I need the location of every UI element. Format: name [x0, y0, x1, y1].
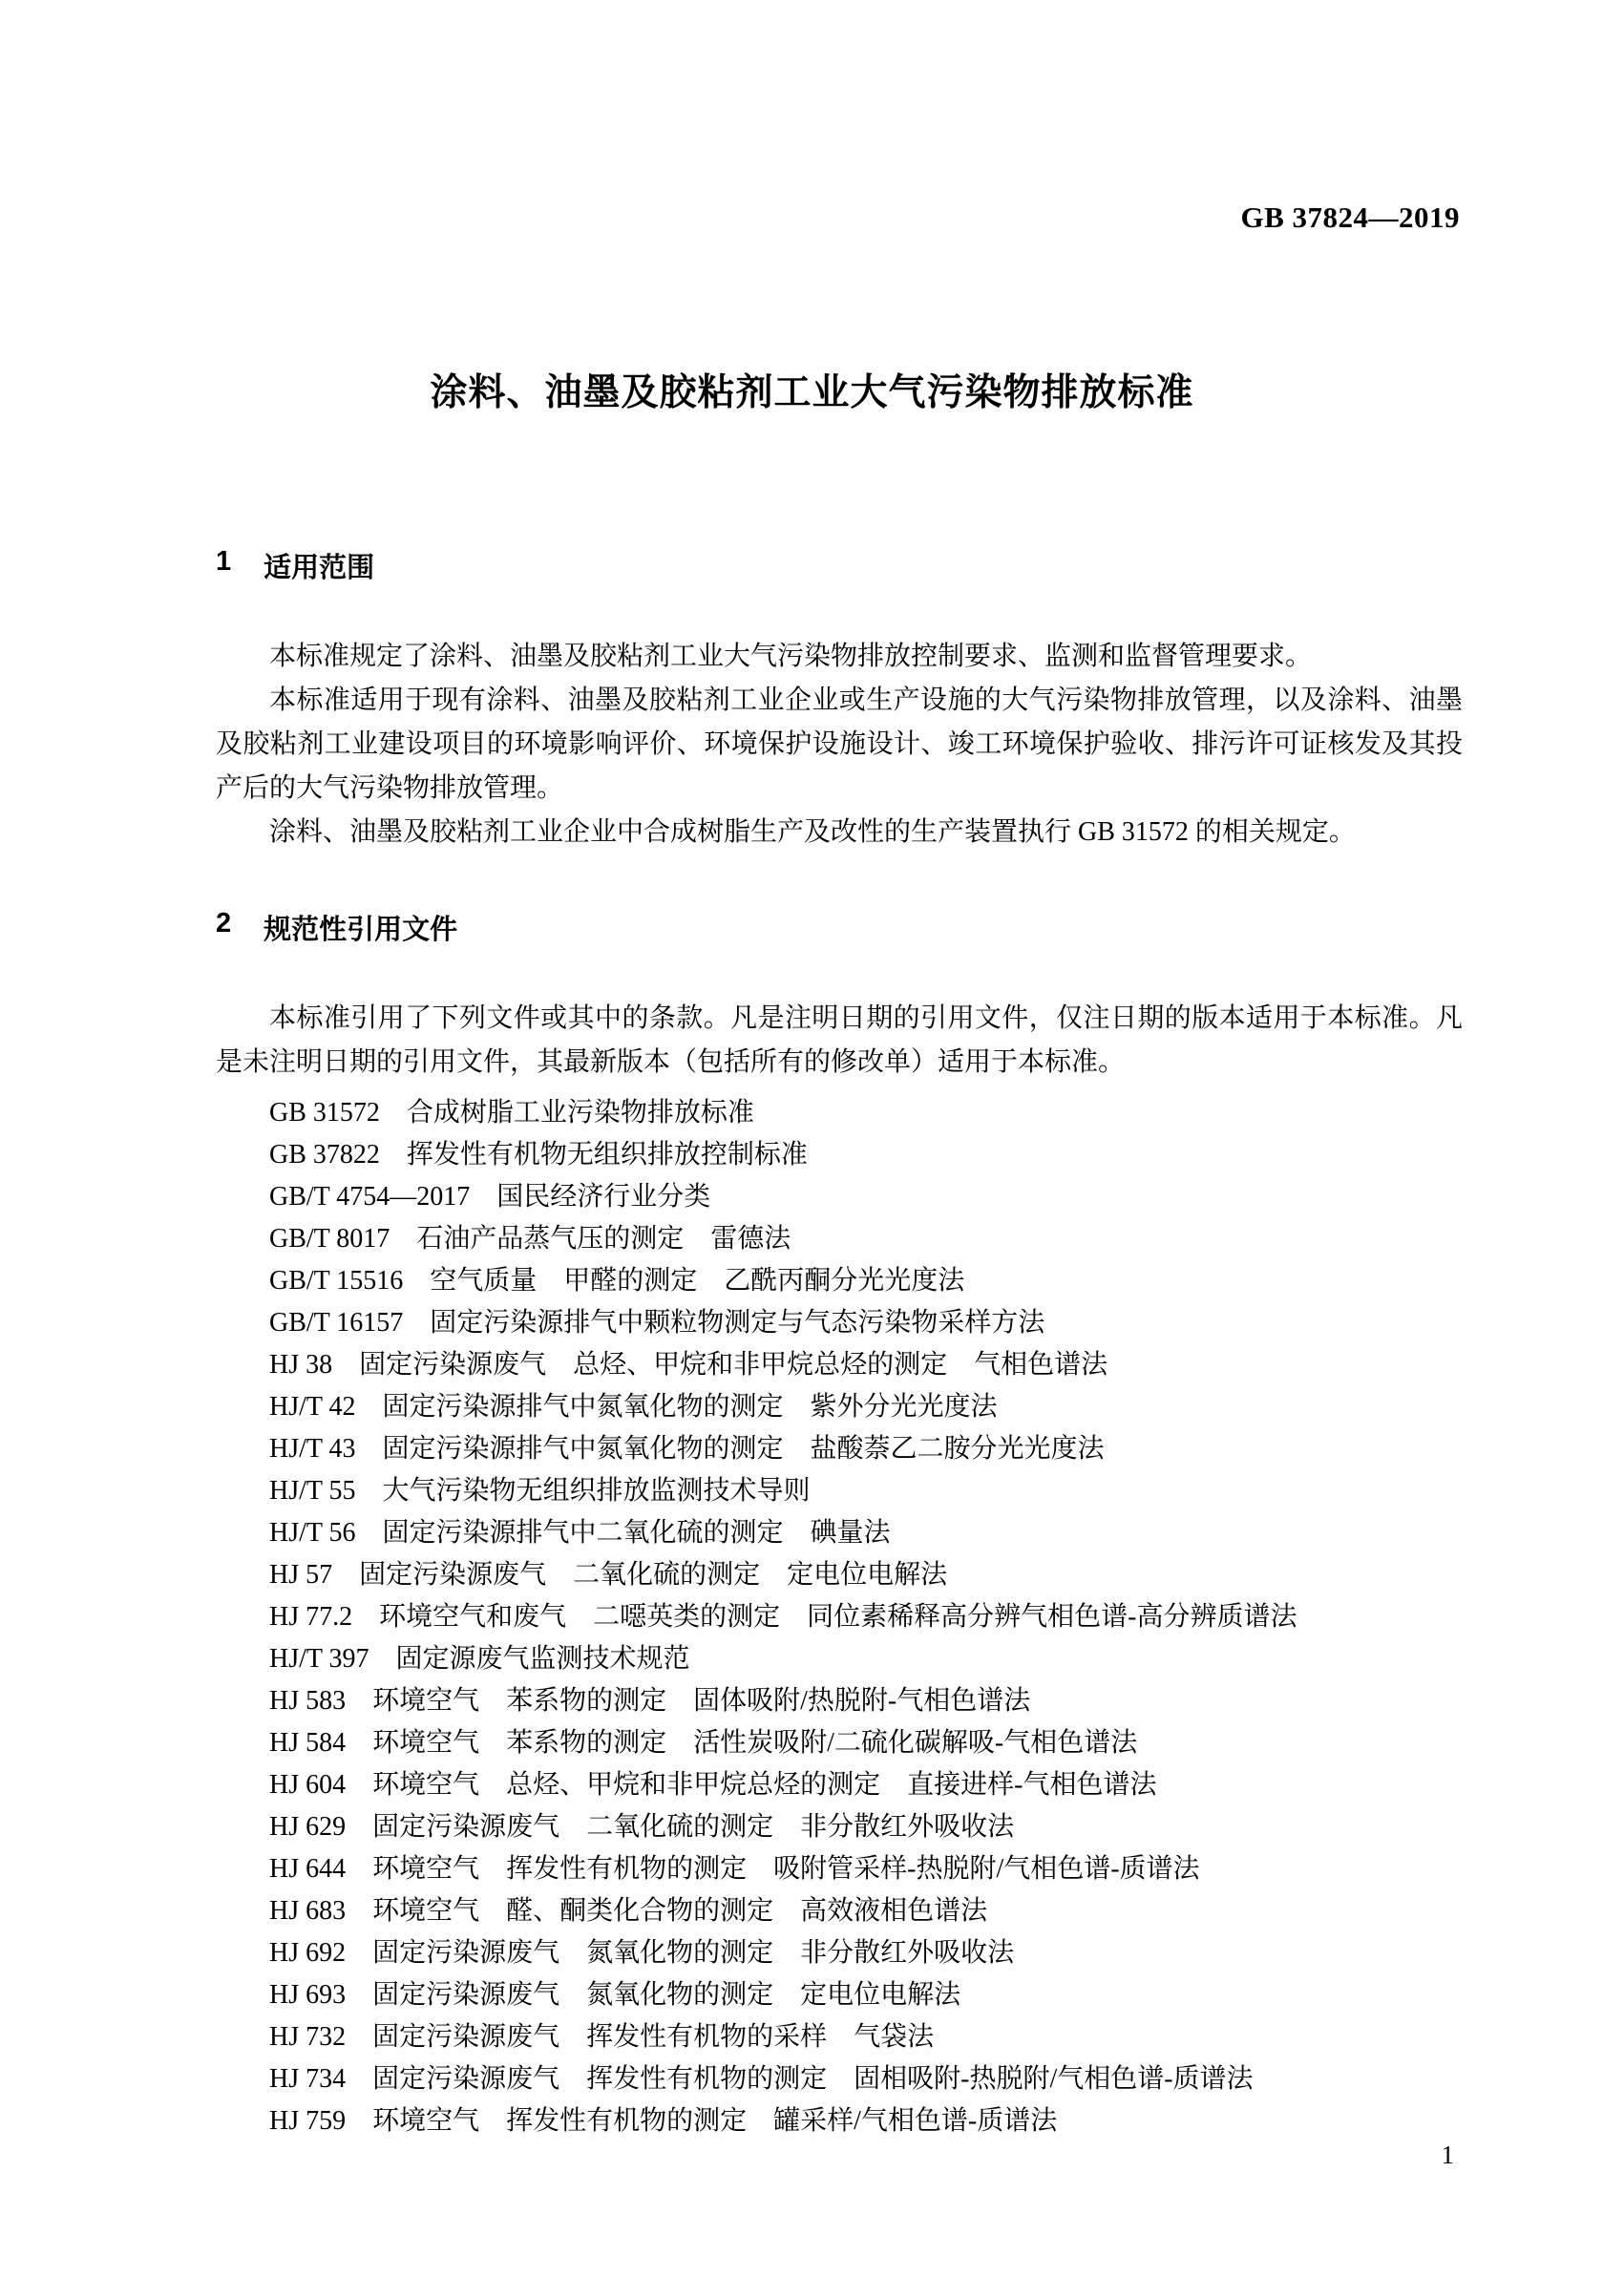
reference-item: HJ 732 固定污染源废气 挥发性有机物的采样 气袋法 [269, 2022, 935, 2052]
section-1-heading [216, 546, 1463, 585]
reference-item: HJ 604 环境空气 总烃、甲烷和非甲烷总烃的测定 直接进样-气相色谱法 [269, 1770, 1157, 1800]
reference-item: HJ 759 环境空气 挥发性有机物的测定 罐采样/气相色谱-质谱法 [269, 2106, 1058, 2136]
reference-item: HJ/T 55 大气污染物无组织排放监测技术导则 [269, 1476, 811, 1506]
reference-item: HJ 583 环境空气 苯系物的测定 固体吸附/热脱附-气相色谱法 [269, 1686, 1031, 1716]
reference-item: HJ 693 固定污染源废气 氮氧化物的测定 定电位电解法 [269, 1980, 961, 2010]
section-1-title: 适用范围 [264, 553, 375, 583]
reference-list [216, 1092, 1463, 2142]
section-1-paragraph: 本标准适用于现有涂料、油墨及胶粘剂工业企业或生产设施的大气污染物排放管理，以及涂料、油墨及胶粘剂工业建设项目的环境影响评价、环境保护设施设计、竣工环境保护验收、排污许可证核发及其投产后的大气污染物排放管理。 [216, 686, 1463, 803]
doc-title: 涂料、油墨及胶粘剂工业大气污染物排放标准 [430, 372, 1194, 413]
section-2-number: 2 [216, 908, 232, 939]
reference-item: GB 37822 挥发性有机物无组织排放控制标准 [269, 1140, 808, 1170]
section-2-intro-paragraph: 本标准引用了下列文件或其中的条款。凡是注明日期的引用文件，仅注日期的版本适用于本标准。凡是未注明日期的引用文件，其最新版本（包括所有的修改单）适用于本标准。 [216, 1003, 1463, 1077]
reference-item: GB/T 4754—2017 国民经济行业分类 [269, 1182, 711, 1212]
reference-item: HJ/T 56 固定污染源排气中二氧化硫的测定 碘量法 [269, 1518, 891, 1548]
section-2-title: 规范性引用文件 [264, 915, 458, 945]
page-number: 1 [1441, 2141, 1454, 2169]
reference-item: HJ 644 环境空气 挥发性有机物的测定 吸附管采样-热脱附/气相色谱-质谱法 [269, 1854, 1200, 1884]
section-1-number: 1 [216, 546, 232, 577]
reference-item: HJ 584 环境空气 苯系物的测定 活性炭吸附/二硫化碳解吸-气相色谱法 [269, 1728, 1138, 1758]
reference-item: HJ/T 43 固定污染源排气中氮氧化物的测定 盐酸萘乙二胺分光光度法 [269, 1434, 1105, 1464]
reference-item: GB/T 8017 石油产品蒸气压的测定 雷德法 [269, 1224, 791, 1254]
reference-item: HJ 692 固定污染源废气 氮氧化物的测定 非分散红外吸收法 [269, 1938, 1015, 1968]
reference-item: HJ 683 环境空气 醛、酮类化合物的测定 高效液相色谱法 [269, 1896, 988, 1926]
reference-item: HJ 77.2 环境空气和废气 二噁英类的测定 同位素稀释高分辨气相色谱-高分辨质谱法 [269, 1602, 1297, 1632]
reference-item: GB 31572 合成树脂工业污染物排放标准 [269, 1098, 754, 1128]
reference-item: HJ 734 固定污染源废气 挥发性有机物的测定 固相吸附-热脱附/气相色谱-质谱法 [269, 2064, 1254, 2094]
doc-number: GB 37824—2019 [1240, 200, 1460, 234]
reference-item: HJ 38 固定污染源废气 总烃、甲烷和非甲烷总烃的测定 气相色谱法 [269, 1350, 1108, 1380]
reference-item: GB/T 16157 固定污染源排气中颗粒物测定与气态污染物采样方法 [269, 1308, 1045, 1338]
section-2-heading [216, 908, 1463, 947]
reference-item: HJ/T 42 固定污染源排气中氮氧化物的测定 紫外分光光度法 [269, 1392, 998, 1422]
reference-item: HJ 629 固定污染源废气 二氧化硫的测定 非分散红外吸收法 [269, 1812, 1015, 1842]
document-body [216, 546, 1463, 2142]
section-1-paragraph: 本标准规定了涂料、油墨及胶粘剂工业大气污染物排放控制要求、监测和监督管理要求。 [269, 642, 1313, 671]
reference-item: GB/T 15516 空气质量 甲醛的测定 乙酰丙酮分光光度法 [269, 1266, 965, 1296]
section-1-paragraph: 涂料、油墨及胶粘剂工业企业中合成树脂生产及改性的生产装置执行 GB 31572 的相关规定。 [269, 817, 1356, 847]
reference-item: HJ/T 397 固定源废气监测技术规范 [269, 1644, 690, 1674]
reference-item: HJ 57 固定污染源废气 二氧化硫的测定 定电位电解法 [269, 1560, 948, 1590]
